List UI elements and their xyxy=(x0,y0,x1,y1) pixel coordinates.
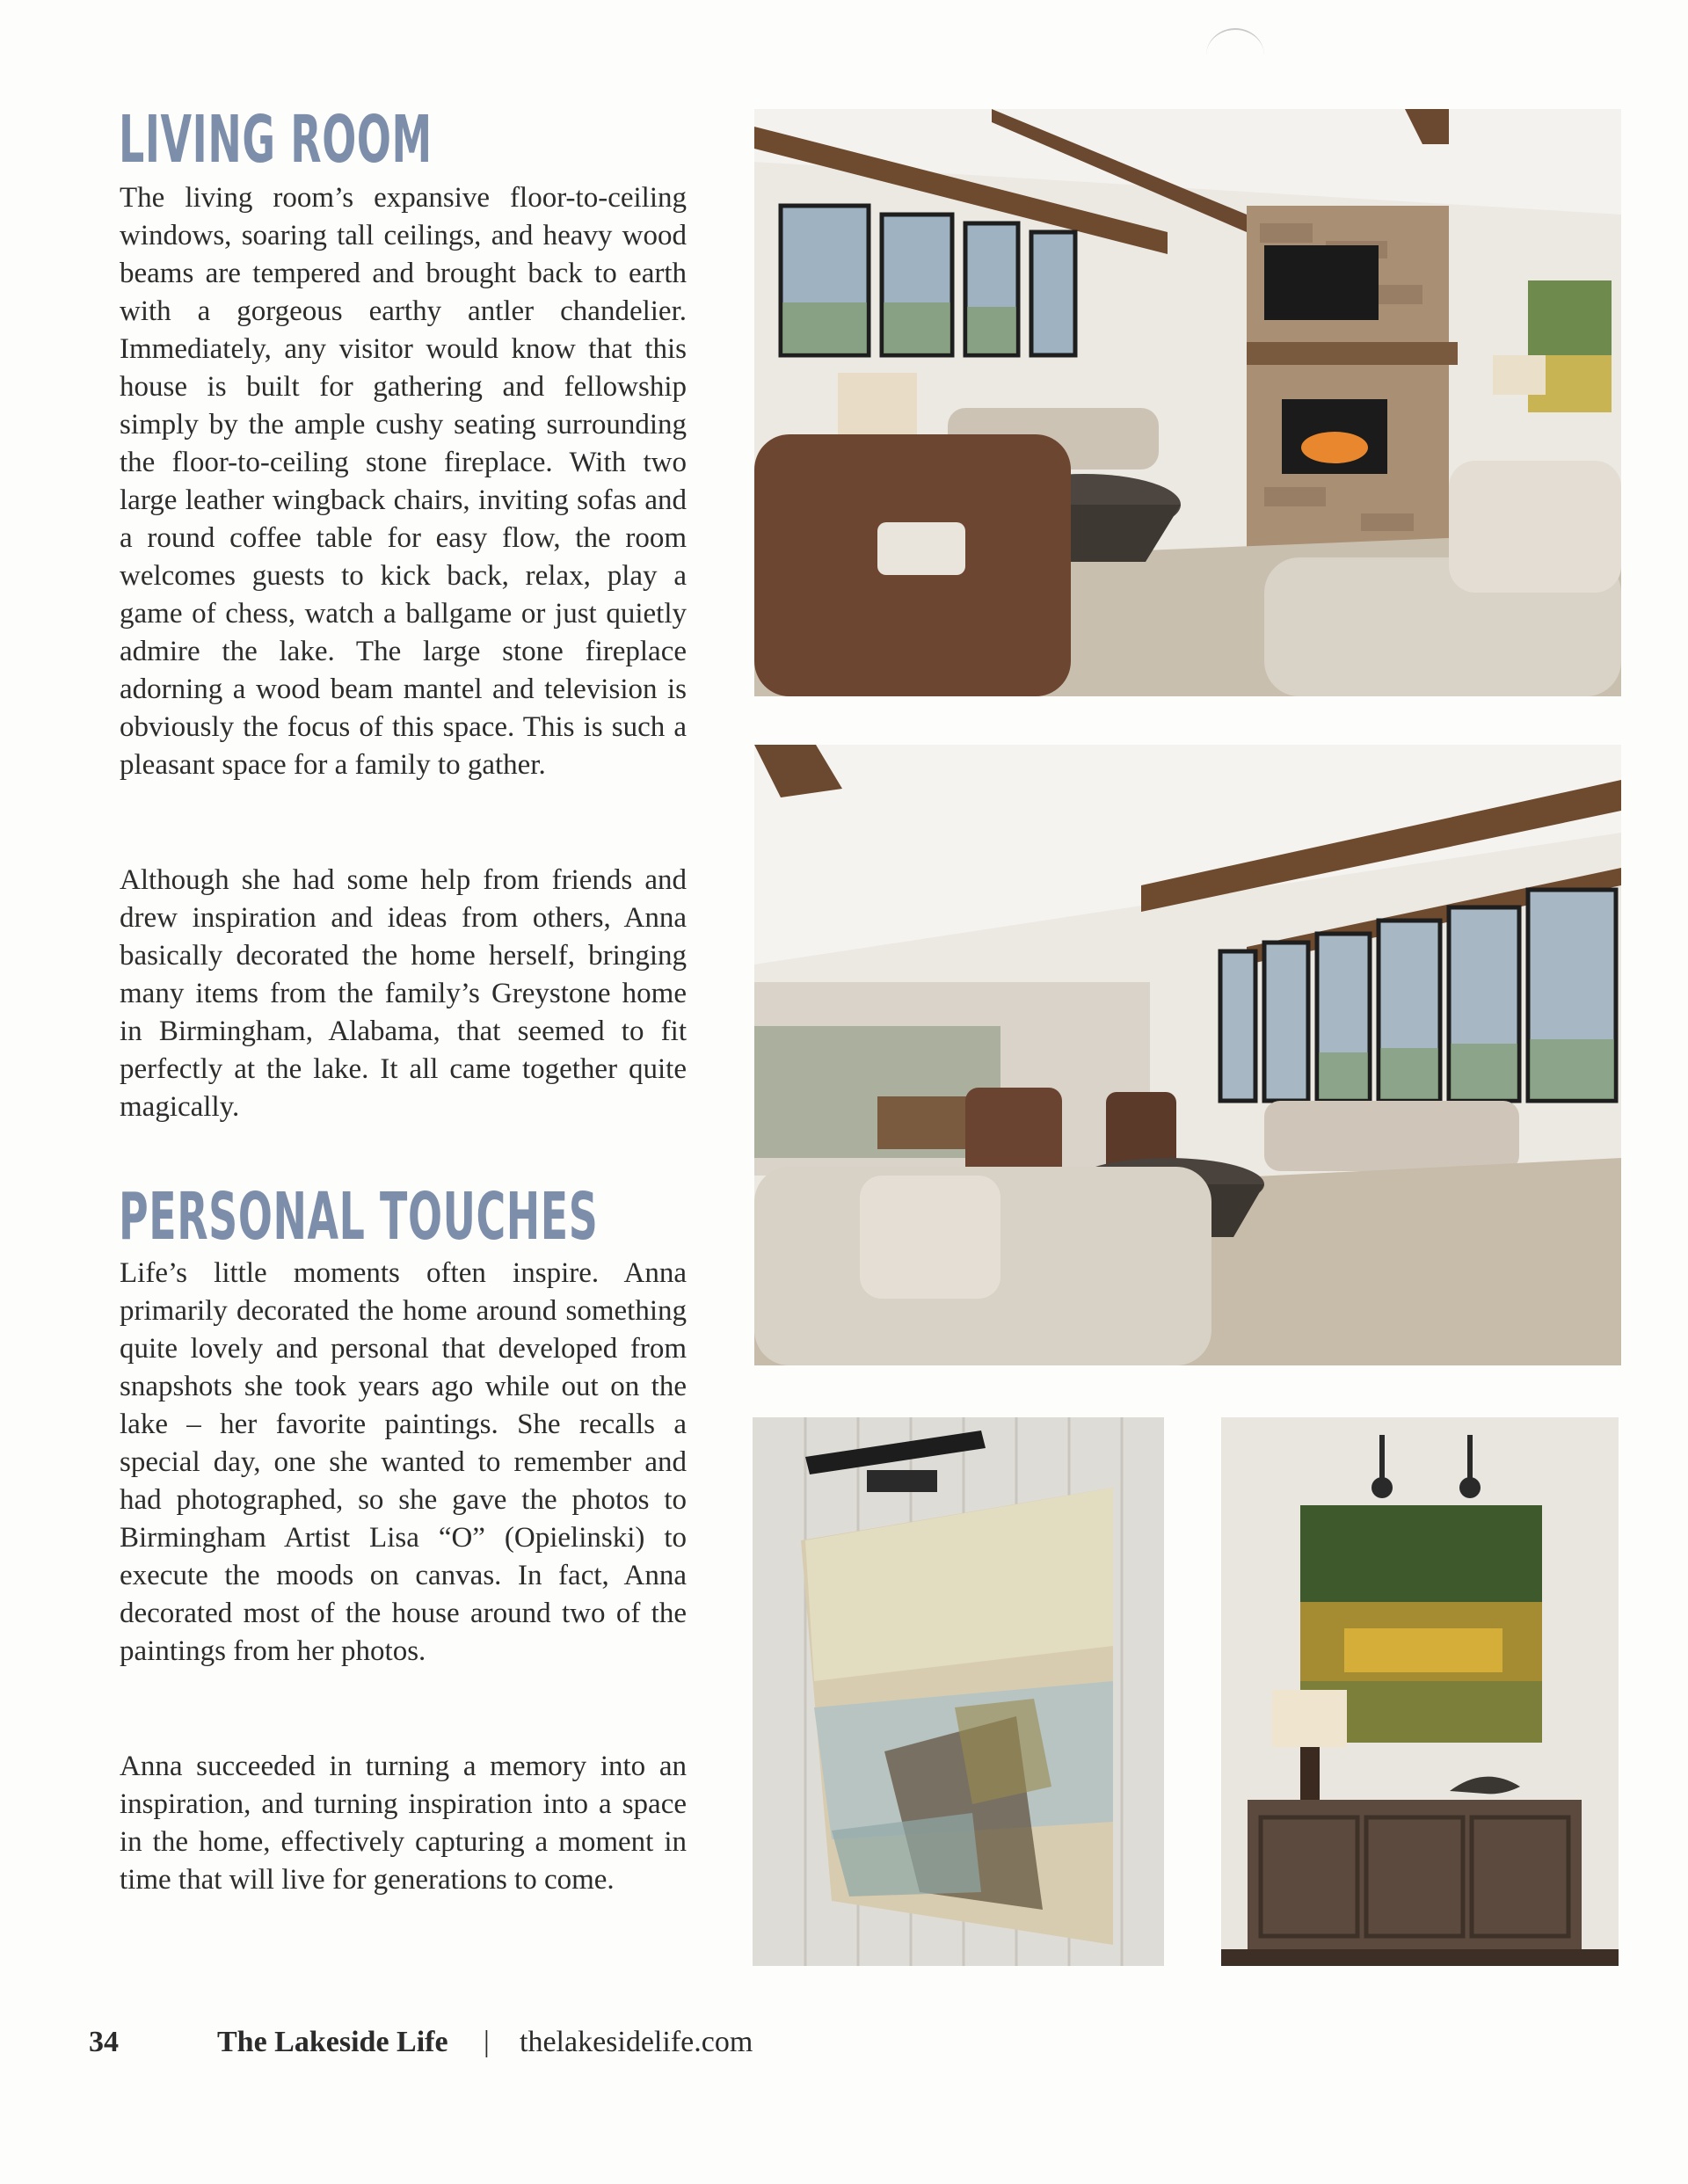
section-heading-personal-touches: PERSONAL TOUCHES xyxy=(119,1179,599,1255)
page-number: 34 xyxy=(89,2026,119,2058)
publication-name: The Lakeside Life xyxy=(217,2026,448,2058)
footer-separator: | xyxy=(484,2026,490,2058)
section-heading-living-room: LIVING ROOM xyxy=(119,102,433,178)
scan-artifact xyxy=(1206,28,1264,83)
paragraph-personal-touches-1: Life’s little moments often inspire. Anna primarily decorated the home around something quite lovely and personal that developed from snapshots she took years ago while out on the lake – her favorite paintings. She recalls a special day, one she wanted to remember and had photographed, so she gave the photos to Birmingham Artist Lisa “O” (Opielinski) to execute the moods on canvas. In fact, Anna decorated most of the house around two of the paintings from her photos. xyxy=(120,1257,687,1667)
abstract-lake-painting-photo xyxy=(753,1417,1164,1966)
paragraph-personal-touches-2: Anna succeeded in turning a memory into an inspiration, and turning inspiration into a space in the home, effectively capturing a moment in time that will live for generations to come. xyxy=(120,1751,687,1896)
paragraph-living-room-2: Although she had some help from friends and drew inspiration and ideas from others, Anna basically decorated the home herself, bringing many items from the family’s Greystone home in Birmingham, Alabama, that seemed to fit perfectly at the lake. It all came together quite magically. xyxy=(120,864,687,1123)
lake-painting-over-sideboard-photo xyxy=(1221,1417,1619,1966)
paragraph-living-room-1: The living room’s expansive floor-to-ceiling windows, soaring tall ceilings, and heavy wood beams are tempered and brought back to earth with a gorgeous earthy antler chandelier. Immediately, any visitor would know that this house is built for gathering and fellowship simply by the ample cushy seating surrounding the floor-to-ceiling stone fireplace. With two large leather wingback chairs, inviting sofas and a round coffee table for easy flow, the room welcomes guests to kick back, relax, play a game of chess, watch a ballgame or just quietly admire the lake. The large stone fireplace adorning a wood beam mantel and television is obviously the focus of this space. This is such a pleasant space for a family to gather. xyxy=(120,182,687,781)
living-room-fireplace-photo xyxy=(754,109,1621,696)
website-link[interactable]: thelakesidelife.com xyxy=(520,2026,753,2058)
living-room-wide-photo xyxy=(754,745,1621,1365)
